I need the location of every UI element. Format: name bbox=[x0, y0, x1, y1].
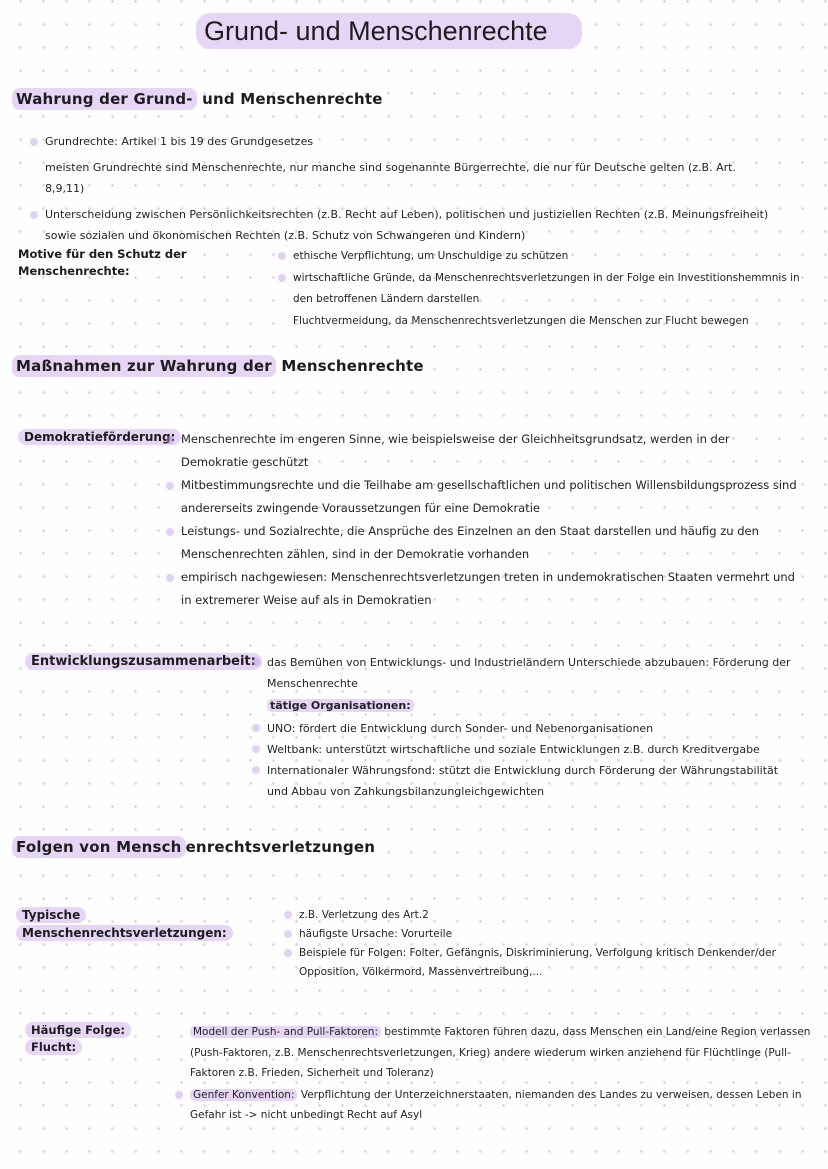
note-line: Leistungs- und Sozialrechte, die Ansprüche des Einzelnen an den Staat darstellen und häufig zu den Menschenrechten zählen, sind in der Demokratie vorhanden bbox=[181, 524, 759, 561]
list-item bbox=[166, 566, 798, 612]
flucht-list bbox=[175, 1022, 811, 1127]
list-item bbox=[175, 1085, 811, 1126]
list-item bbox=[175, 1022, 811, 1084]
heading-massnahmen-rest: Menschenrechte bbox=[275, 357, 424, 375]
list-item bbox=[166, 428, 798, 474]
bullet-icon bbox=[30, 211, 38, 219]
list-item bbox=[30, 204, 770, 246]
sub-heading: tätige Organisationen: bbox=[267, 695, 792, 716]
note-line: Genfer Konvention: Verpflichtung der Unterzeichnerstaaten, niemanden des Landes zu verweisen, dessen Leben in Gefahr ist -> nicht unbedingt Recht auf Asyl bbox=[190, 1088, 802, 1121]
note-line: z.B. Verletzung des Art.2 bbox=[299, 909, 429, 921]
list-item bbox=[252, 739, 792, 760]
list-item bbox=[278, 268, 808, 310]
motive-list bbox=[278, 246, 808, 333]
heading-wahrung-rest: und Menschenrechte bbox=[196, 90, 383, 108]
note-line: meisten Grundrechte sind Menschenrechte, nur manche sind sogenannte Bürgerrechte, die nur für Deutsche gelten (z.B. Art. 8,9,11) bbox=[45, 161, 736, 195]
list-item bbox=[284, 925, 784, 944]
list-item bbox=[284, 944, 784, 982]
demokratie-section bbox=[18, 428, 798, 612]
note-line: häufigste Ursache: Vorurteile bbox=[299, 928, 453, 940]
bullet-icon bbox=[252, 658, 260, 666]
heading-wahrung bbox=[12, 90, 383, 108]
demokratie-list bbox=[166, 428, 798, 612]
heading-folgen bbox=[12, 838, 375, 856]
bullet-icon bbox=[166, 436, 174, 444]
note-line: ethische Verpflichtung, um Unschuldige zu schützen bbox=[293, 250, 569, 262]
bullet-icon bbox=[30, 138, 38, 146]
bullet-icon bbox=[166, 574, 174, 582]
note-line: Menschenrechte im engeren Sinne, wie beispielsweise der Gleichheitsgrundsatz, werden in der Demokratie geschützt bbox=[181, 432, 730, 469]
bullet-icon bbox=[284, 911, 292, 919]
inline-highlight: Genfer Konvention: bbox=[190, 1089, 297, 1101]
bullet-icon bbox=[284, 930, 292, 938]
flucht-section bbox=[25, 1022, 811, 1127]
entwicklung-section bbox=[25, 652, 792, 802]
bullet-icon bbox=[252, 724, 260, 732]
heading-folgen-highlighted: Folgen von Mensch bbox=[12, 836, 186, 858]
flucht-label: Häufige Folge: Flucht: bbox=[25, 1022, 175, 1057]
list-item bbox=[252, 718, 792, 739]
list-item bbox=[252, 652, 792, 694]
list-item bbox=[166, 474, 798, 520]
bullet-icon bbox=[175, 1091, 183, 1099]
bullet-icon bbox=[278, 274, 286, 282]
motive-section bbox=[18, 246, 808, 333]
note-line: Beispiele für Folgen: Folter, Gefängnis, Diskriminierung, Verfolgung kritisch Denkender/der Opposition, Völkermord, Massenvertreibung,... bbox=[299, 947, 776, 978]
demokratie-label: Demokratieförderung: bbox=[18, 428, 160, 446]
list-item bbox=[278, 311, 808, 332]
note-line: Mitbestimmungsrechte und die Teilhabe am gesellschaftlichen und politischen Willensbildungsprozess sind andererseits zwingende Voraussetzungen für eine Demokratie bbox=[181, 478, 797, 515]
heading-folgen-rest: enrechtsverletzungen bbox=[185, 838, 376, 856]
bullet-icon bbox=[166, 482, 174, 490]
note-line: Fluchtvermeidung, da Menschenrechtsverletzungen die Menschen zur Flucht bewegen bbox=[293, 315, 749, 327]
note-line: empirisch nachgewiesen: Menschenrechtsverletzungen treten in undemokratischen Staaten vermehrt und in extremerer Weise auf als in Demokratien bbox=[181, 570, 795, 607]
heading-wahrung-highlighted: Wahrung der Grund- bbox=[12, 88, 197, 110]
grundrechte-list bbox=[30, 131, 770, 251]
list-item bbox=[284, 906, 784, 925]
note-line: wirtschaftliche Gründe, da Menschenrechtsverletzungen in der Folge ein Investitionshemmnis in den betroffenen Ländern darstellen bbox=[293, 272, 800, 305]
typische-section bbox=[16, 906, 784, 982]
heading-massnahmen-highlighted: Maßnahmen zur Wahrung der bbox=[12, 355, 276, 377]
note-line: Internationaler Währungsfond: stützt die Entwicklung durch Förderung der Währungstabilität und Abbau von Zahkungsbilanzungleichgewichten bbox=[267, 764, 779, 798]
inline-highlight: Modell der Push- and Pull-Faktoren: bbox=[190, 1026, 381, 1038]
typische-list bbox=[284, 906, 784, 982]
list-item bbox=[30, 157, 770, 199]
list-item bbox=[252, 760, 792, 802]
entwicklung-list bbox=[252, 652, 792, 802]
entwicklung-label: Entwicklungszusammenarbeit: bbox=[25, 652, 252, 672]
list-item bbox=[30, 131, 770, 152]
heading-massnahmen bbox=[12, 357, 424, 375]
page-title-highlight: Grund- und Menschenrechte bbox=[196, 13, 582, 49]
note-line: Weltbank: unterstützt wirtschaftliche und soziale Entwicklungen z.B. durch Kreditvergabe bbox=[267, 743, 760, 756]
list-item bbox=[166, 520, 798, 566]
bullet-icon bbox=[252, 766, 260, 774]
bullet-icon bbox=[252, 745, 260, 753]
note-line: Modell der Push- and Pull-Faktoren: bestimmte Faktoren führen dazu, dass Menschen ein Land/eine Region verlassen (Push-Faktoren, z.B. Menschenrechtsverletzungen, Krieg) andere wiederum wirken anziehend für Flüchtlinge (Pull-Faktoren z.B. Frieden, Sicherheit und Toleranz) bbox=[190, 1026, 811, 1079]
page-title bbox=[196, 16, 582, 47]
note-line: UNO: fördert die Entwicklung durch Sonder- und Nebenorganisationen bbox=[267, 722, 654, 735]
bullet-icon bbox=[278, 252, 286, 260]
list-item bbox=[278, 246, 808, 267]
note-line: Unterscheidung zwischen Persönlichkeitsrechten (z.B. Recht auf Leben), politischen und justiziellen Rechten (z.B. Meinungsfreiheit) sowie sozialen und ökonomischen Rechten (z.B. Schutz von Schwangeren und Kindern) bbox=[45, 208, 769, 242]
note-line: Grundrechte: Artikel 1 bis 19 des Grundgesetzes bbox=[45, 135, 314, 148]
motive-label: Motive für den Schutz der Menschenrechte: bbox=[18, 247, 187, 279]
typische-label: Typische Menschenrechtsverletzungen: bbox=[16, 906, 284, 942]
bullet-icon bbox=[284, 949, 292, 957]
note-line: das Bemühen von Entwicklungs- und Industrieländern Unterschiede abzubauen: Förderung der Menschenrechte bbox=[267, 656, 791, 690]
bullet-icon bbox=[166, 528, 174, 536]
